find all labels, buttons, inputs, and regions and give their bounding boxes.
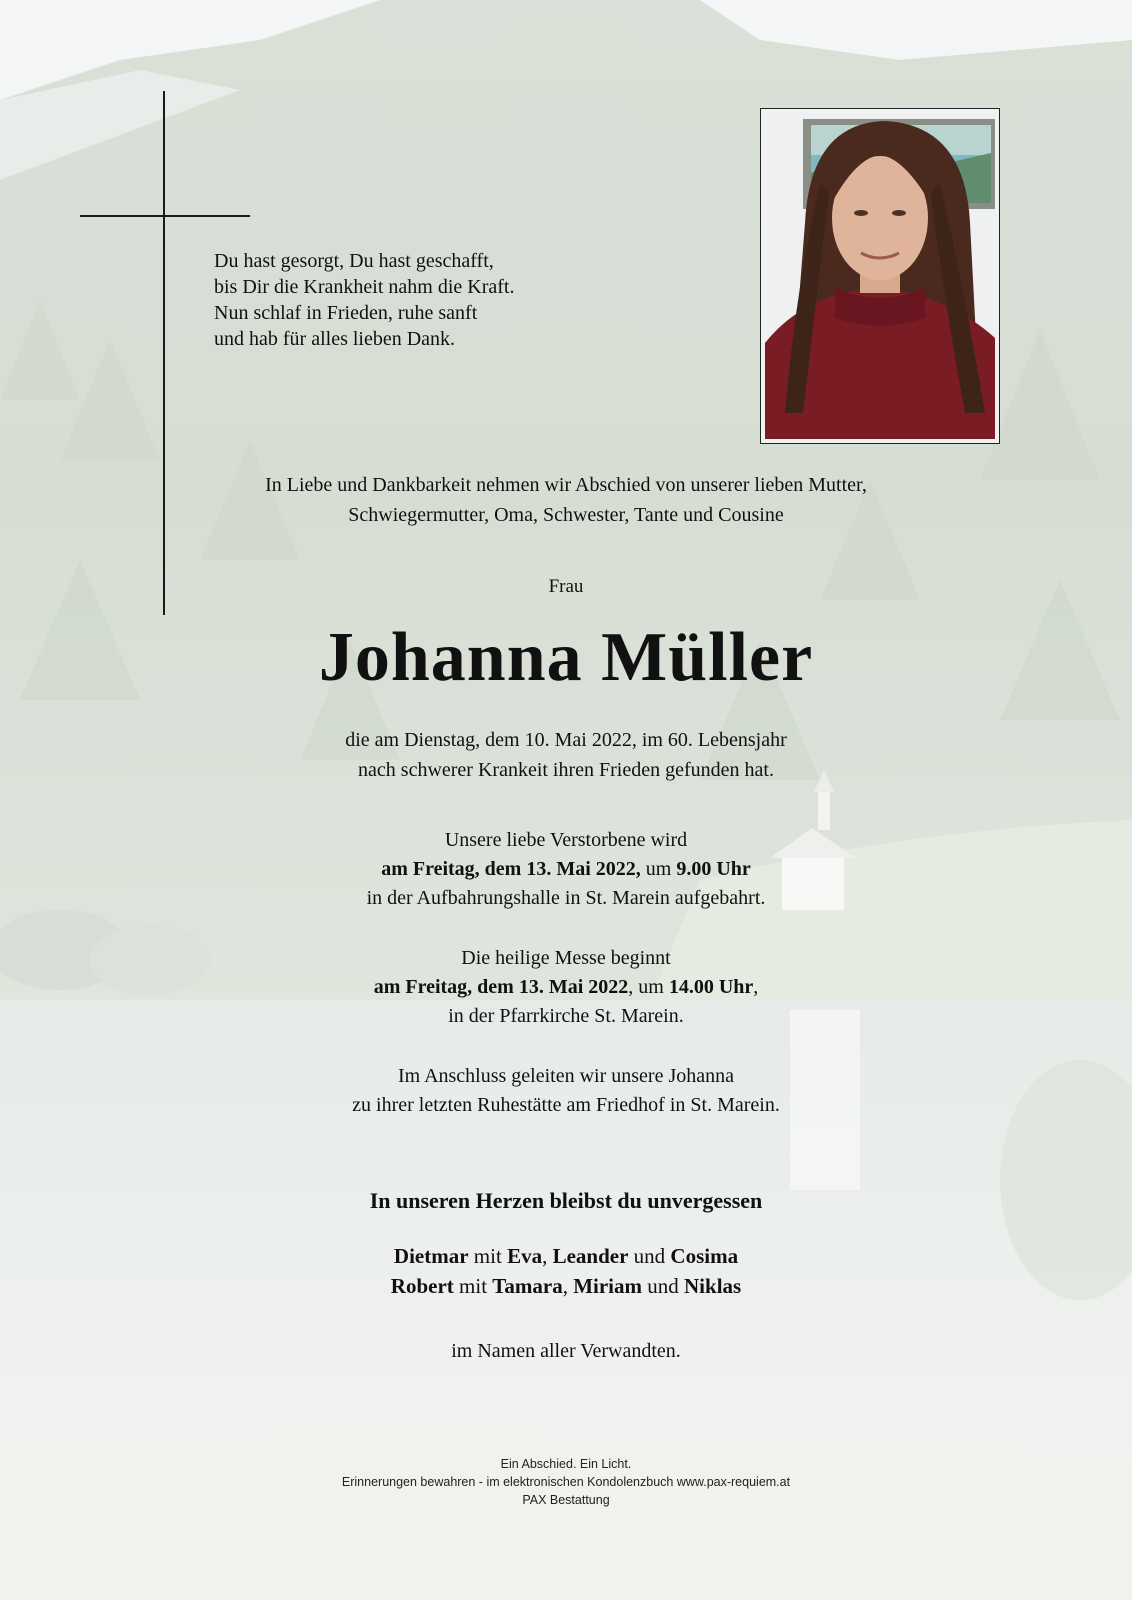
viewing-date: am Freitag, dem 13. Mai 2022,: [381, 858, 641, 880]
cross-vertical-bar: [163, 91, 165, 615]
viewing-line: Unsere liebe Verstorbene wird: [444, 829, 688, 851]
family-row: [0, 1241, 1132, 1271]
viewing-time-prefix: um: [645, 858, 672, 880]
footer: [0, 1455, 1132, 1509]
viewing-date-line: [0, 855, 1132, 884]
closing-line: im Namen aller Verwandten.: [451, 1340, 681, 1362]
family-member: Miriam: [573, 1274, 643, 1298]
viewing-line: in der Aufbahrungshalle in St. Marein aufgebahrt.: [366, 887, 766, 909]
cross-horizontal-bar: [80, 215, 250, 217]
intro-line: Schwiegermutter, Oma, Schwester, Tante und Cousine: [348, 504, 784, 526]
family-member: Tamara: [492, 1274, 563, 1298]
burial-line: zu ihrer letzten Ruhestätte am Friedhof in St. Marein.: [352, 1094, 780, 1116]
death-line: die am Dienstag, dem 10. Mai 2022, im 60. Lebensjahr: [345, 729, 787, 751]
mass-date-line: [0, 973, 1132, 1002]
poem-line: Nun schlaf in Frieden, ruhe sanft: [214, 302, 478, 324]
family-connector: und: [647, 1274, 679, 1298]
mass-date: am Freitag, dem 13. Mai 2022: [373, 976, 629, 998]
family-connector: und: [633, 1244, 666, 1268]
deceased-name: Johanna Müller: [318, 619, 814, 696]
family-row: [0, 1271, 1132, 1301]
portrait-frame: [760, 108, 1000, 444]
viewing-info: [0, 826, 1132, 913]
family-list: [0, 1241, 1132, 1301]
burial-line: Im Anschluss geleiten wir unsere Johanna: [397, 1065, 735, 1087]
family-separator: ,: [542, 1244, 548, 1268]
mass-line: in der Pfarrkirche St. Marein.: [448, 1005, 684, 1027]
family-member: Eva: [507, 1244, 543, 1268]
motto: In unseren Herzen bleibst du unvergessen: [369, 1188, 763, 1213]
mass-line: Die heilige Messe beginnt: [461, 947, 671, 969]
portrait-photo: [765, 113, 995, 439]
family-connector: mit: [459, 1274, 488, 1298]
poem-line: und hab für alles lieben Dank.: [214, 328, 456, 350]
family-member: Niklas: [684, 1274, 742, 1298]
family-separator: ,: [562, 1274, 568, 1298]
death-notice: [0, 725, 1132, 785]
mass-suffix: ,: [753, 976, 759, 998]
burial-info: [0, 1062, 1132, 1120]
death-line: nach schwerer Krankeit ihren Frieden gefunden hat.: [358, 759, 774, 781]
family-member: Leander: [552, 1244, 629, 1268]
intro-line: In Liebe und Dankbarkeit nehmen wir Abschied von unserer lieben Mutter,: [265, 474, 867, 496]
salutation: Frau: [548, 576, 584, 597]
poem: [214, 248, 514, 352]
family-member: Robert: [390, 1274, 454, 1298]
mass-time: 14.00 Uhr: [668, 976, 754, 998]
poem-line: Du hast gesorgt, Du hast geschafft,: [214, 250, 494, 272]
farewell-intro: [0, 470, 1132, 530]
family-member: Dietmar: [393, 1244, 469, 1268]
footer-line: Erinnerungen bewahren - im elektronischen Kondolenzbuch www.pax-requiem.at: [341, 1475, 791, 1489]
viewing-time: 9.00 Uhr: [676, 858, 751, 880]
family-connector: mit: [473, 1244, 502, 1268]
mass-info: [0, 944, 1132, 1031]
footer-line: PAX Bestattung: [522, 1493, 610, 1507]
mass-time-prefix: , um: [628, 976, 664, 998]
footer-line: Ein Abschied. Ein Licht.: [500, 1457, 632, 1471]
family-member: Cosima: [670, 1244, 739, 1268]
poem-line: bis Dir die Krankheit nahm die Kraft.: [214, 276, 515, 298]
